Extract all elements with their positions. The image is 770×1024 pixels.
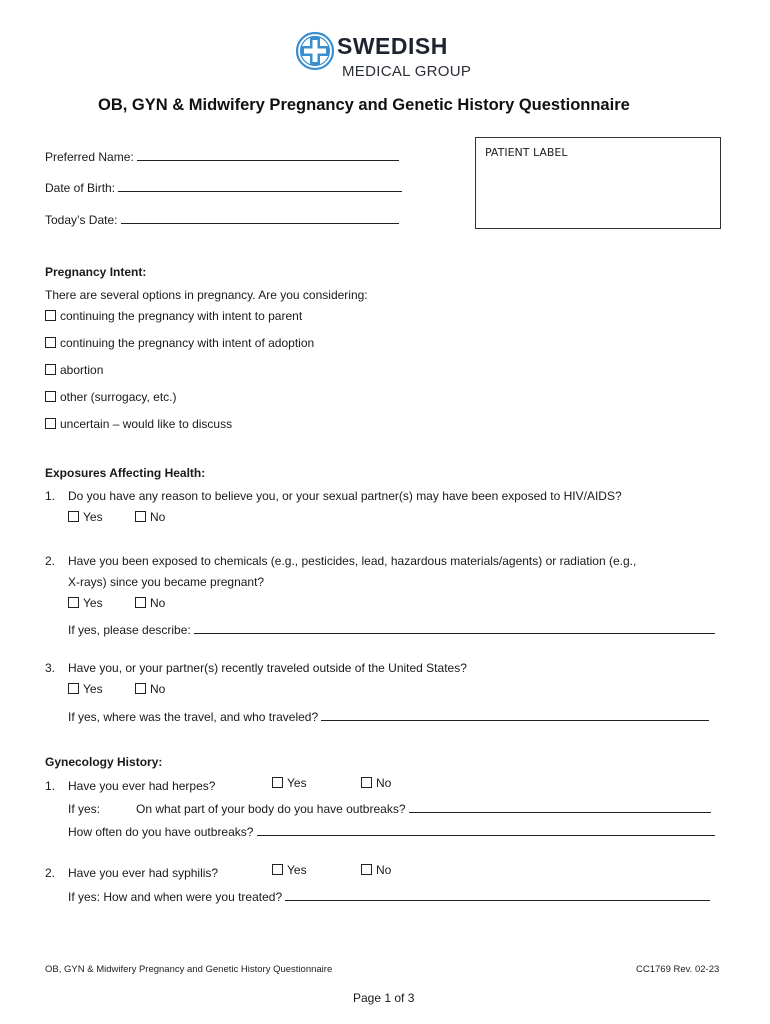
gyn-q1-yes[interactable] bbox=[272, 776, 307, 790]
checkbox[interactable] bbox=[45, 364, 56, 375]
checkbox[interactable] bbox=[135, 597, 146, 608]
checkbox[interactable] bbox=[68, 597, 79, 608]
exposure-q2-no[interactable] bbox=[135, 596, 165, 610]
brand-subtitle: MEDICAL GROUP bbox=[342, 63, 472, 80]
exposure-q1-yes[interactable] bbox=[68, 510, 103, 524]
no-label: No bbox=[150, 510, 166, 524]
footer-form-name: OB, GYN & Midwifery Pregnancy and Genetic History Questionnaire bbox=[45, 964, 333, 975]
option-label: uncertain – would like to discuss bbox=[60, 417, 233, 431]
gynecology-heading: Gynecology History: bbox=[45, 755, 163, 769]
preferred-name-label: Preferred Name: bbox=[45, 150, 134, 164]
gyn-q1-ifyes-label: If yes: bbox=[68, 802, 101, 816]
exposure-q2-yes[interactable] bbox=[68, 596, 103, 610]
gyn-q1-no[interactable] bbox=[361, 776, 391, 790]
travel-label: If yes, where was the travel, and who traveled? bbox=[68, 710, 319, 724]
outbreak-frequency-label: How often do you have outbreaks? bbox=[68, 825, 254, 839]
footer-form-code: CC1769 Rev. 02-23 bbox=[636, 964, 720, 975]
gyn-q1-text: Have you ever had herpes? bbox=[68, 779, 216, 793]
preferred-name-field[interactable] bbox=[45, 150, 399, 164]
gyn-q1-often-field[interactable] bbox=[68, 825, 715, 839]
intent-option-other[interactable] bbox=[45, 390, 176, 404]
exposure-q1-no[interactable] bbox=[135, 510, 165, 524]
exposure-q3-text: Have you, or your partner(s) recently traveled outside of the United States? bbox=[68, 661, 467, 675]
exposures-heading: Exposures Affecting Health: bbox=[45, 466, 206, 480]
yes-label: Yes bbox=[83, 510, 103, 524]
treatment-label: If yes: How and when were you treated? bbox=[68, 890, 283, 904]
brand-name: SWEDISH bbox=[337, 33, 448, 59]
patient-label-text: PATIENT LABEL bbox=[485, 146, 568, 159]
patient-label-box bbox=[475, 137, 721, 229]
pregnancy-intent-intro: There are several options in pregnancy. Are you considering: bbox=[45, 288, 368, 302]
outbreak-part-label: On what part of your body do you have outbreaks? bbox=[136, 802, 406, 816]
page-number: Page 1 of 3 bbox=[353, 991, 415, 1005]
no-label: No bbox=[376, 863, 392, 877]
todays-date-line[interactable] bbox=[121, 213, 399, 224]
checkbox[interactable] bbox=[135, 683, 146, 694]
yes-label: Yes bbox=[287, 863, 307, 877]
checkbox[interactable] bbox=[45, 391, 56, 402]
gyn-q1-part-field[interactable] bbox=[136, 802, 711, 816]
checkbox[interactable] bbox=[68, 511, 79, 522]
exposure-q3-no[interactable] bbox=[135, 682, 165, 696]
checkbox[interactable] bbox=[45, 418, 56, 429]
dob-field[interactable] bbox=[45, 181, 402, 195]
checkbox[interactable] bbox=[361, 777, 372, 788]
exposure-q2-text-line2: X-rays) since you became pregnant? bbox=[68, 575, 265, 589]
dob-line[interactable] bbox=[118, 181, 402, 192]
checkbox[interactable] bbox=[135, 511, 146, 522]
exposure-q1-number: 1. bbox=[45, 489, 56, 503]
checkbox[interactable] bbox=[272, 864, 283, 875]
outbreak-frequency-line[interactable] bbox=[257, 825, 715, 836]
exposure-q3-number: 3. bbox=[45, 661, 56, 675]
blue-cross-circle-icon bbox=[295, 31, 335, 71]
describe-label: If yes, please describe: bbox=[68, 623, 191, 637]
gyn-q1-number: 1. bbox=[45, 779, 56, 793]
gyn-q2-followup-field[interactable] bbox=[68, 890, 710, 904]
dob-label: Date of Birth: bbox=[45, 181, 116, 195]
todays-date-field[interactable] bbox=[45, 213, 399, 227]
intent-option-adoption[interactable] bbox=[45, 336, 314, 350]
no-label: No bbox=[150, 682, 166, 696]
intent-option-abortion[interactable] bbox=[45, 363, 103, 377]
gyn-q2-yes[interactable] bbox=[272, 863, 307, 877]
checkbox[interactable] bbox=[45, 337, 56, 348]
checkbox[interactable] bbox=[45, 310, 56, 321]
yes-label: Yes bbox=[83, 596, 103, 610]
gyn-q2-text: Have you ever had syphilis? bbox=[68, 866, 219, 880]
checkbox[interactable] bbox=[68, 683, 79, 694]
exposure-q1-text: Do you have any reason to believe you, or your sexual partner(s) may have been exposed to HIV/AIDS? bbox=[68, 489, 622, 503]
yes-label: Yes bbox=[83, 682, 103, 696]
form-title: OB, GYN & Midwifery Pregnancy and Genetic History Questionnaire bbox=[98, 96, 630, 114]
exposure-q3-followup-field[interactable] bbox=[68, 710, 709, 724]
exposure-q3-yes[interactable] bbox=[68, 682, 103, 696]
pregnancy-intent-heading: Pregnancy Intent: bbox=[45, 265, 147, 279]
intent-option-uncertain[interactable] bbox=[45, 417, 232, 431]
gyn-q2-number: 2. bbox=[45, 866, 56, 880]
no-label: No bbox=[376, 776, 392, 790]
todays-date-label: Today’s Date: bbox=[45, 213, 118, 227]
option-label: continuing the pregnancy with intent to parent bbox=[60, 309, 303, 323]
exposure-q2-text-line1: Have you been exposed to chemicals (e.g., pesticides, lead, hazardous materials/agents) or radiation (e.g., bbox=[68, 554, 637, 568]
yes-label: Yes bbox=[287, 776, 307, 790]
checkbox[interactable] bbox=[361, 864, 372, 875]
option-label: continuing the pregnancy with intent of adoption bbox=[60, 336, 315, 350]
describe-line[interactable] bbox=[194, 623, 715, 634]
outbreak-part-line[interactable] bbox=[409, 802, 711, 813]
exposure-q2-number: 2. bbox=[45, 554, 56, 568]
treatment-line[interactable] bbox=[285, 890, 710, 901]
preferred-name-line[interactable] bbox=[137, 150, 399, 161]
checkbox[interactable] bbox=[272, 777, 283, 788]
option-label: other (surrogacy, etc.) bbox=[60, 390, 177, 404]
option-label: abortion bbox=[60, 363, 104, 377]
intent-option-parent[interactable] bbox=[45, 309, 302, 323]
exposure-q2-describe-field[interactable] bbox=[68, 623, 715, 637]
travel-line[interactable] bbox=[321, 710, 709, 721]
no-label: No bbox=[150, 596, 166, 610]
gyn-q2-no[interactable] bbox=[361, 863, 391, 877]
